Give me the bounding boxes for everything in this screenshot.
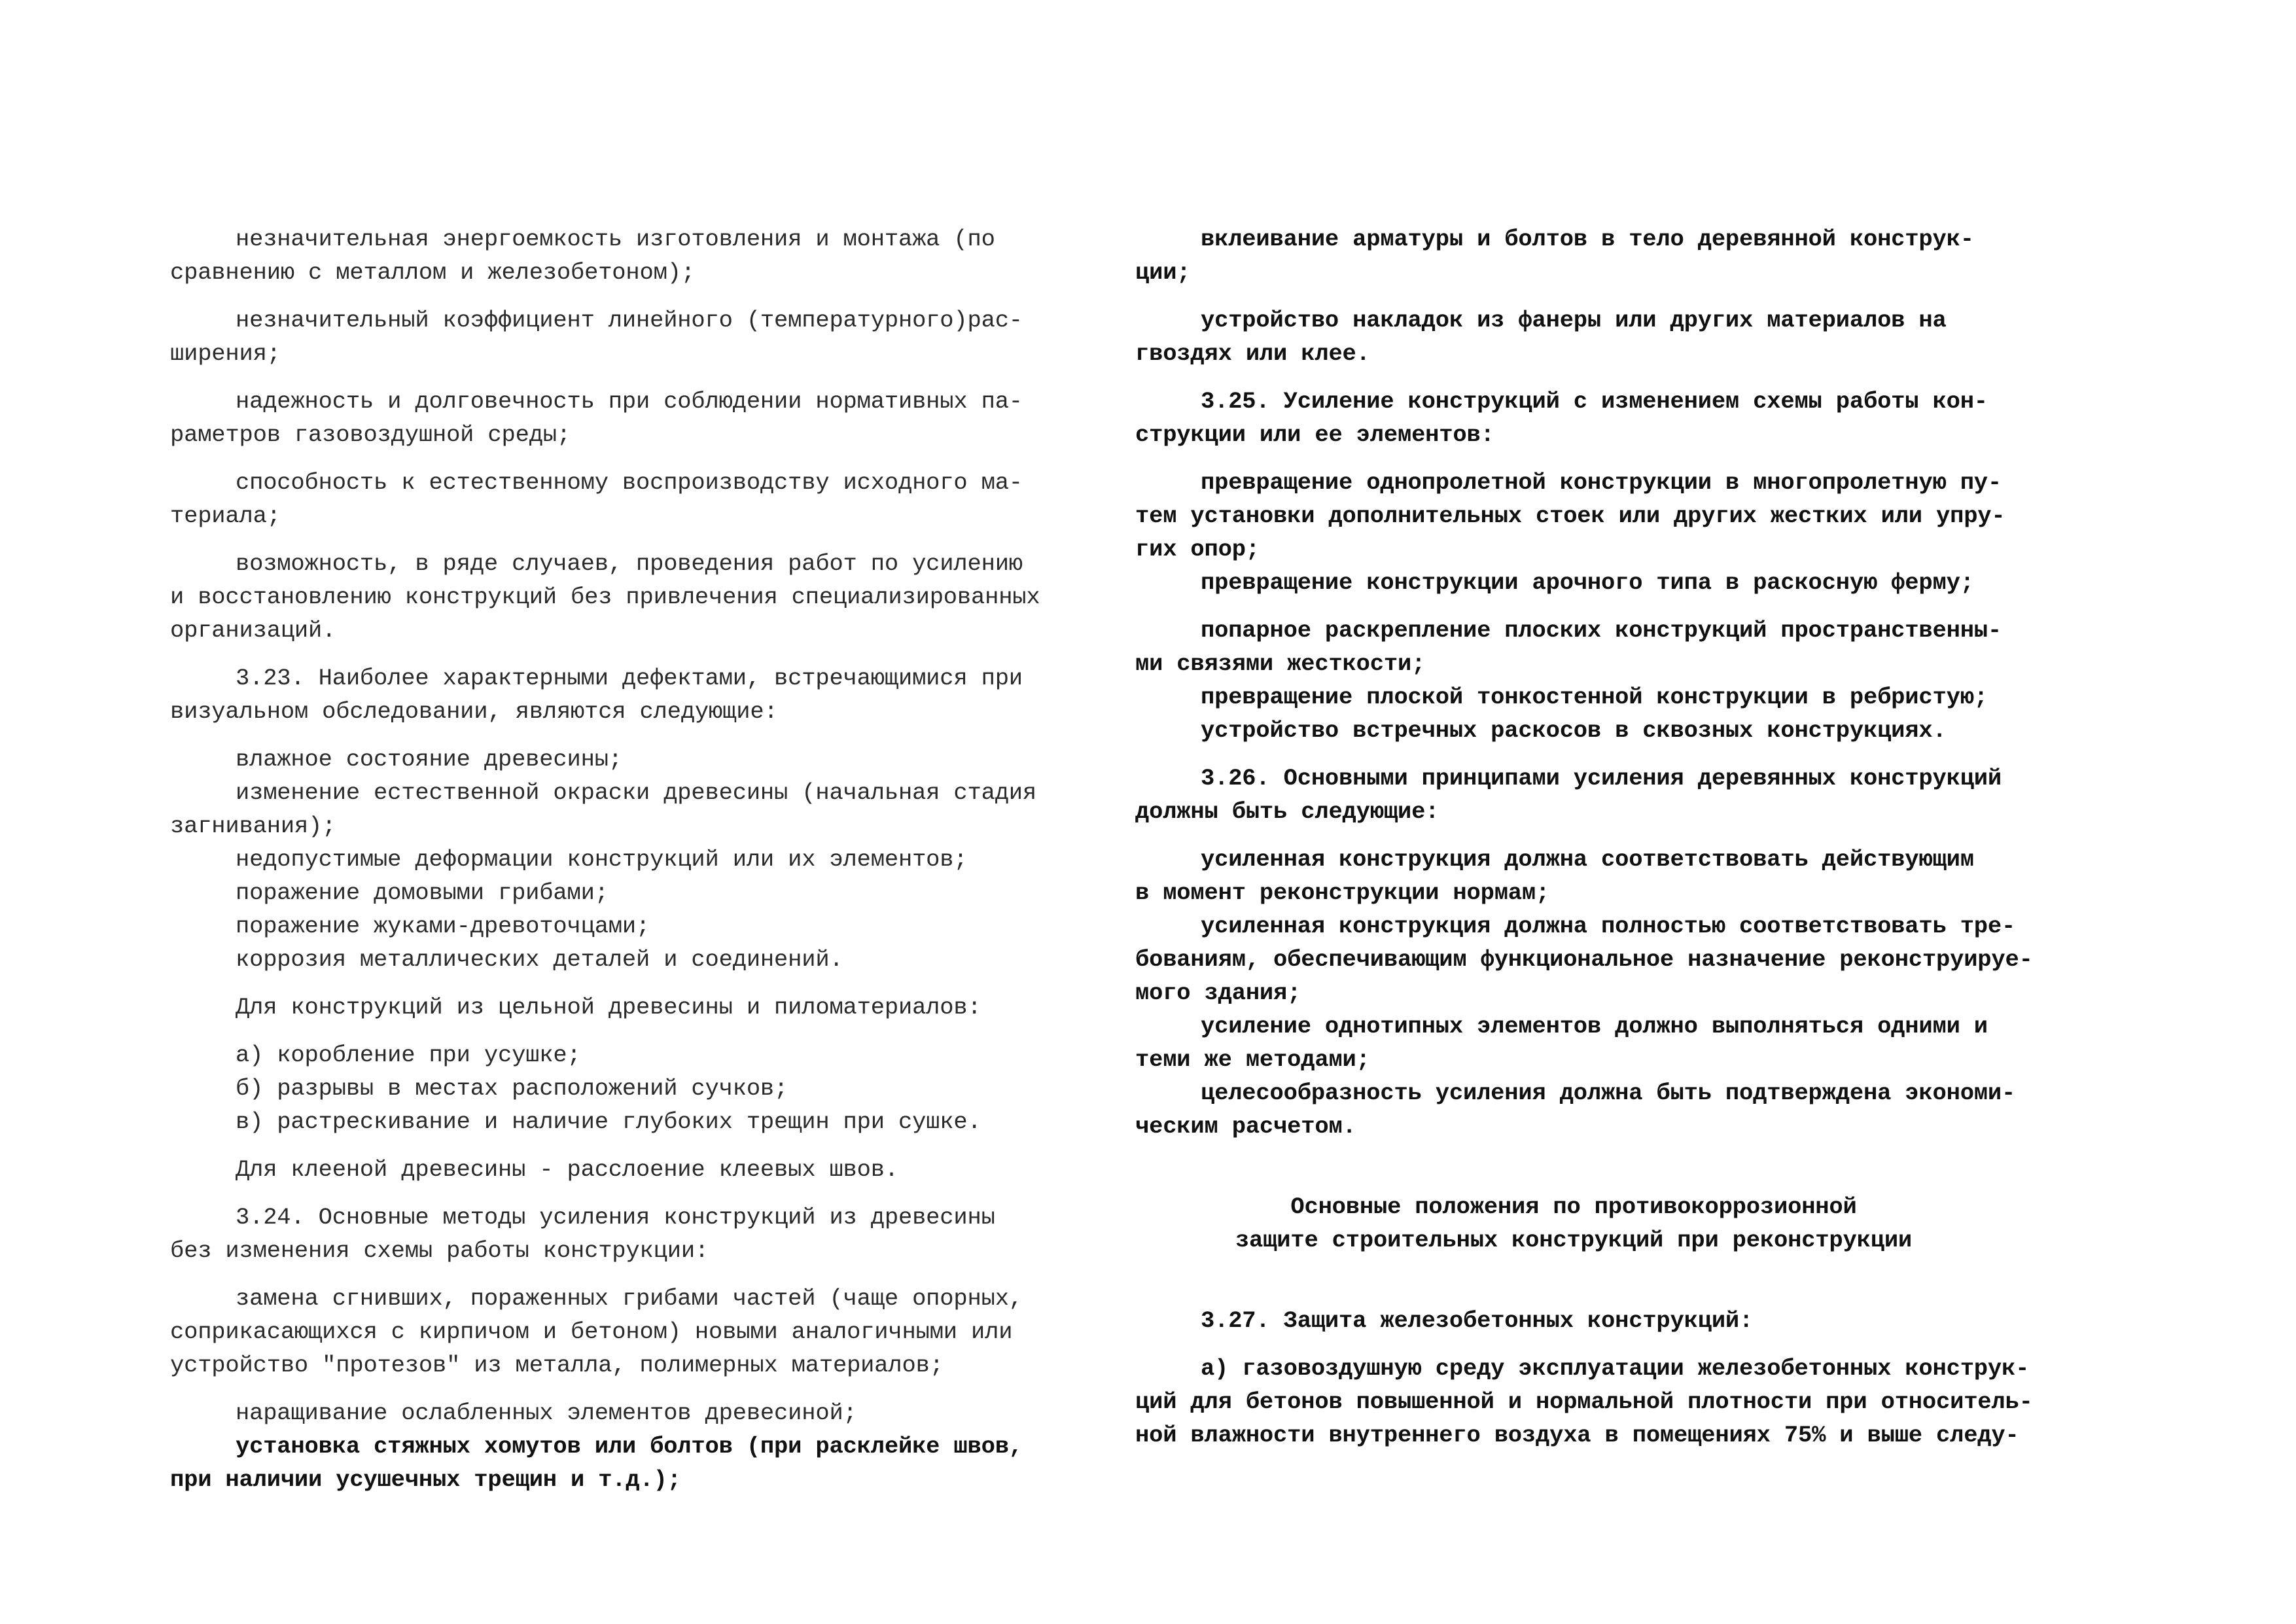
text-line: и восстановлению конструкций без привлечения специализированных bbox=[170, 584, 1040, 610]
paragraph bbox=[170, 1396, 1034, 1496]
list-item: б) разрывы в местах расположений сучков; bbox=[236, 1075, 788, 1102]
text-line: гвоздях или клее. bbox=[1135, 340, 1370, 367]
text-line: надежность и долговечность при соблюдении нормативных па- bbox=[236, 388, 1023, 415]
text-line: раметров газовоздушной среды; bbox=[170, 421, 571, 448]
text-line: ми связями жесткости; bbox=[1135, 650, 1426, 677]
spacer bbox=[1135, 1271, 2012, 1304]
text-line: териала; bbox=[170, 503, 281, 529]
section-heading bbox=[1135, 1190, 2012, 1257]
text-line: сравнению с металлом и железобетоном); bbox=[170, 259, 695, 286]
paragraph bbox=[170, 1153, 1034, 1186]
text-line: усиленная конструкция должна соответствовать действующим bbox=[1201, 846, 1974, 873]
heading-line: Основные положения по противокоррозионной bbox=[1290, 1193, 1857, 1220]
paragraph bbox=[170, 991, 1034, 1024]
text-line: устройство встречных раскосов в сквозных конструкциях. bbox=[1201, 717, 1947, 744]
text-line: превращение конструкции арочного типа в раскосную ферму; bbox=[1201, 569, 1974, 596]
section-paragraph bbox=[1135, 385, 2012, 451]
text-line: визуальном обследовании, являются следующие: bbox=[170, 698, 778, 725]
text-line: струкции или ее элементов: bbox=[1135, 421, 1494, 448]
paragraph bbox=[170, 1282, 1034, 1382]
text-line: ций для бетонов повышенной и нормальной плотности при относитель- bbox=[1135, 1388, 2033, 1415]
text-line: способность к естественному воспроизводству исходного ма- bbox=[236, 469, 1023, 496]
text-line: теми же методами; bbox=[1135, 1046, 1370, 1073]
paragraph bbox=[170, 385, 1034, 451]
text-line: установка стяжных хомутов или болтов (при расклейке швов, bbox=[236, 1433, 1023, 1460]
paragraph bbox=[170, 222, 1034, 289]
text-line: устройство накладок из фанеры или других материалов на bbox=[1201, 307, 1947, 334]
paragraph bbox=[1135, 304, 2012, 370]
list-item: а) коробление при усушке; bbox=[236, 1042, 581, 1068]
defect-list bbox=[170, 743, 1037, 976]
left-column bbox=[170, 222, 1040, 1511]
paragraph bbox=[1135, 1352, 2033, 1452]
text-line: усиление однотипных элементов должно выполняться одними и bbox=[1201, 1013, 1988, 1040]
list-item: влажное состояние древесины; bbox=[236, 746, 622, 773]
text-line: ширения; bbox=[170, 340, 281, 367]
text-line: без изменения схемы работы конструкции: bbox=[170, 1237, 709, 1264]
list-item: поражение жуками-древоточцами; bbox=[236, 913, 650, 940]
text-line: возможность, в ряде случаев, проведения работ по усилению bbox=[236, 550, 1023, 577]
text-line: 3.24. Основные методы усиления конструкций из древесины bbox=[236, 1204, 995, 1231]
paragraph bbox=[1135, 222, 2012, 289]
section-paragraph bbox=[1135, 1304, 2012, 1337]
right-column bbox=[1135, 222, 2033, 1466]
text-line: должны быть следующие: bbox=[1135, 798, 1439, 825]
text-line: целесообразность усиления должна быть подтверждена экономи- bbox=[1201, 1080, 2016, 1106]
text-line: ции; bbox=[1135, 259, 1191, 286]
text-line: а) газовоздушную среду эксплуатации железобетонных конструк- bbox=[1201, 1355, 2030, 1382]
list-item: недопустимые деформации конструкций или их элементов; bbox=[236, 846, 968, 873]
spacer bbox=[1135, 1157, 2012, 1190]
section-paragraph bbox=[170, 662, 1034, 728]
text-line: 3.26. Основными принципами усиления деревянных конструкций bbox=[1201, 765, 2002, 792]
heading-line: защите строительных конструкций при реконструкции bbox=[1235, 1227, 1913, 1254]
text-line: вклеивание арматуры и болтов в тело деревянной конструк- bbox=[1201, 226, 1974, 253]
list-item: коррозия металлических деталей и соединений. bbox=[236, 946, 843, 973]
text-line: организаций. bbox=[170, 617, 336, 644]
paragraph bbox=[1135, 466, 2012, 599]
paragraph bbox=[1135, 843, 2033, 1143]
list-item: в) растрескивание и наличие глубоких трещин при сушке. bbox=[236, 1108, 981, 1135]
paragraph bbox=[170, 547, 1040, 647]
text-line: соприкасающихся с кирпичом и бетоном) новыми аналогичными или bbox=[170, 1318, 1013, 1345]
lettered-list bbox=[170, 1038, 1034, 1139]
text-line: тем установки дополнительных стоек или других жестких или упру- bbox=[1135, 503, 2005, 529]
paragraph bbox=[170, 304, 1034, 370]
text-line: загнивания); bbox=[170, 813, 336, 839]
text-line: превращение плоской тонкостенной конструкции в ребристую; bbox=[1201, 684, 1988, 711]
text-line: 3.23. Наиболее характерными дефектами, встречающимися при bbox=[236, 665, 1023, 692]
text-line: незначительная энергоемкость изготовления и монтажа (по bbox=[236, 226, 995, 253]
text-line: Для конструкций из цельной древесины и пиломатериалов: bbox=[236, 994, 981, 1021]
section-paragraph bbox=[170, 1201, 1034, 1267]
text-line: гих опор; bbox=[1135, 536, 1260, 563]
text-line: бованиям, обеспечивающим функциональное назначение реконструируе- bbox=[1135, 946, 2033, 973]
list-item: поражение домовыми грибами; bbox=[236, 879, 609, 906]
text-line: попарное раскрепление плоских конструкций пространственны- bbox=[1201, 617, 2002, 644]
text-line: 3.27. Защита железобетонных конструкций: bbox=[1201, 1307, 1754, 1334]
text-line: ной влажности внутреннего воздуха в помещениях 75% и выше следу- bbox=[1135, 1422, 2019, 1449]
text-line: в момент реконструкции нормам; bbox=[1135, 879, 1550, 906]
text-line: наращивание ослабленных элементов древесиной; bbox=[236, 1400, 857, 1426]
text-line: Для клееной древесины - расслоение клеевых швов. bbox=[236, 1156, 898, 1183]
section-paragraph bbox=[1135, 762, 2012, 828]
paragraph bbox=[1135, 614, 2012, 747]
paragraph bbox=[170, 466, 1034, 533]
text-line: незначительный коэффициент линейного (температурного)рас- bbox=[236, 307, 1023, 334]
text-line: превращение однопролетной конструкции в многопролетную пу- bbox=[1201, 469, 2002, 496]
text-line: мого здания; bbox=[1135, 980, 1301, 1006]
text-line: замена сгнивших, пораженных грибами частей (чаще опорных, bbox=[236, 1285, 1023, 1312]
text-line: 3.25. Усиление конструкций с изменением схемы работы кон- bbox=[1201, 388, 1988, 415]
text-line: ческим расчетом. bbox=[1135, 1113, 1356, 1140]
text-line: при наличии усушечных трещин и т.д.); bbox=[170, 1466, 681, 1493]
list-item: изменение естественной окраски древесины (начальная стадия bbox=[236, 779, 1037, 806]
text-line: усиленная конструкция должна полностью соответствовать тре- bbox=[1201, 913, 2016, 940]
text-line: устройство "протезов" из металла, полимерных материалов; bbox=[170, 1352, 944, 1379]
